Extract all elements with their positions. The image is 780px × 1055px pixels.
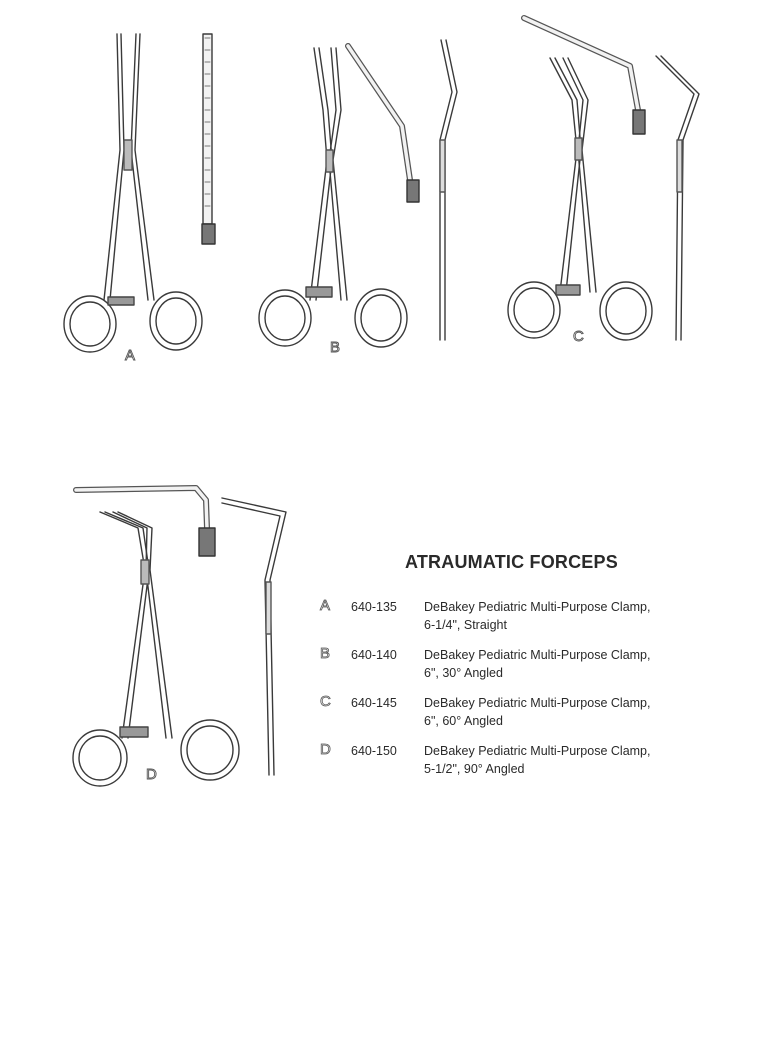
- item-letter: B: [320, 645, 331, 662]
- product-item-d: [320, 742, 760, 790]
- forceps-d-illustration: [73, 488, 286, 786]
- product-list: [320, 598, 760, 790]
- catalog-number: 640-140: [351, 648, 397, 662]
- catalog-number: 640-150: [351, 744, 397, 758]
- description-line: DeBakey Pediatric Multi-Purpose Clamp,: [424, 696, 651, 710]
- description-line: DeBakey Pediatric Multi-Purpose Clamp,: [424, 648, 651, 662]
- item-letter: D: [320, 741, 331, 758]
- product-description: [424, 598, 754, 634]
- catalog-number: 640-145: [351, 696, 397, 710]
- section-title: ATRAUMATIC FORCEPS: [405, 552, 618, 572]
- description-line: 6", 30° Angled: [424, 666, 503, 680]
- description-line: DeBakey Pediatric Multi-Purpose Clamp,: [424, 744, 651, 758]
- item-letter: A: [320, 597, 331, 614]
- product-item-b: [320, 646, 760, 694]
- figure-label-a: A: [125, 347, 136, 364]
- figure-label-d: D: [146, 766, 157, 783]
- forceps-b-illustration: [259, 40, 457, 347]
- description-line: DeBakey Pediatric Multi-Purpose Clamp,: [424, 600, 651, 614]
- forceps-a-illustration: [64, 34, 215, 352]
- description-line: 6", 60° Angled: [424, 714, 503, 728]
- product-description: [424, 742, 754, 778]
- figure-label-c: C: [573, 328, 584, 345]
- description-line: 6-1/4", Straight: [424, 618, 507, 632]
- product-item-c: [320, 694, 760, 742]
- catalog-number: 640-135: [351, 600, 397, 614]
- product-item-a: [320, 598, 760, 646]
- product-description: [424, 646, 754, 682]
- product-description: [424, 694, 754, 730]
- forceps-c-illustration: [508, 18, 699, 340]
- description-line: 5-1/2", 90° Angled: [424, 762, 525, 776]
- figure-label-b: B: [330, 339, 341, 356]
- item-letter: C: [320, 693, 331, 710]
